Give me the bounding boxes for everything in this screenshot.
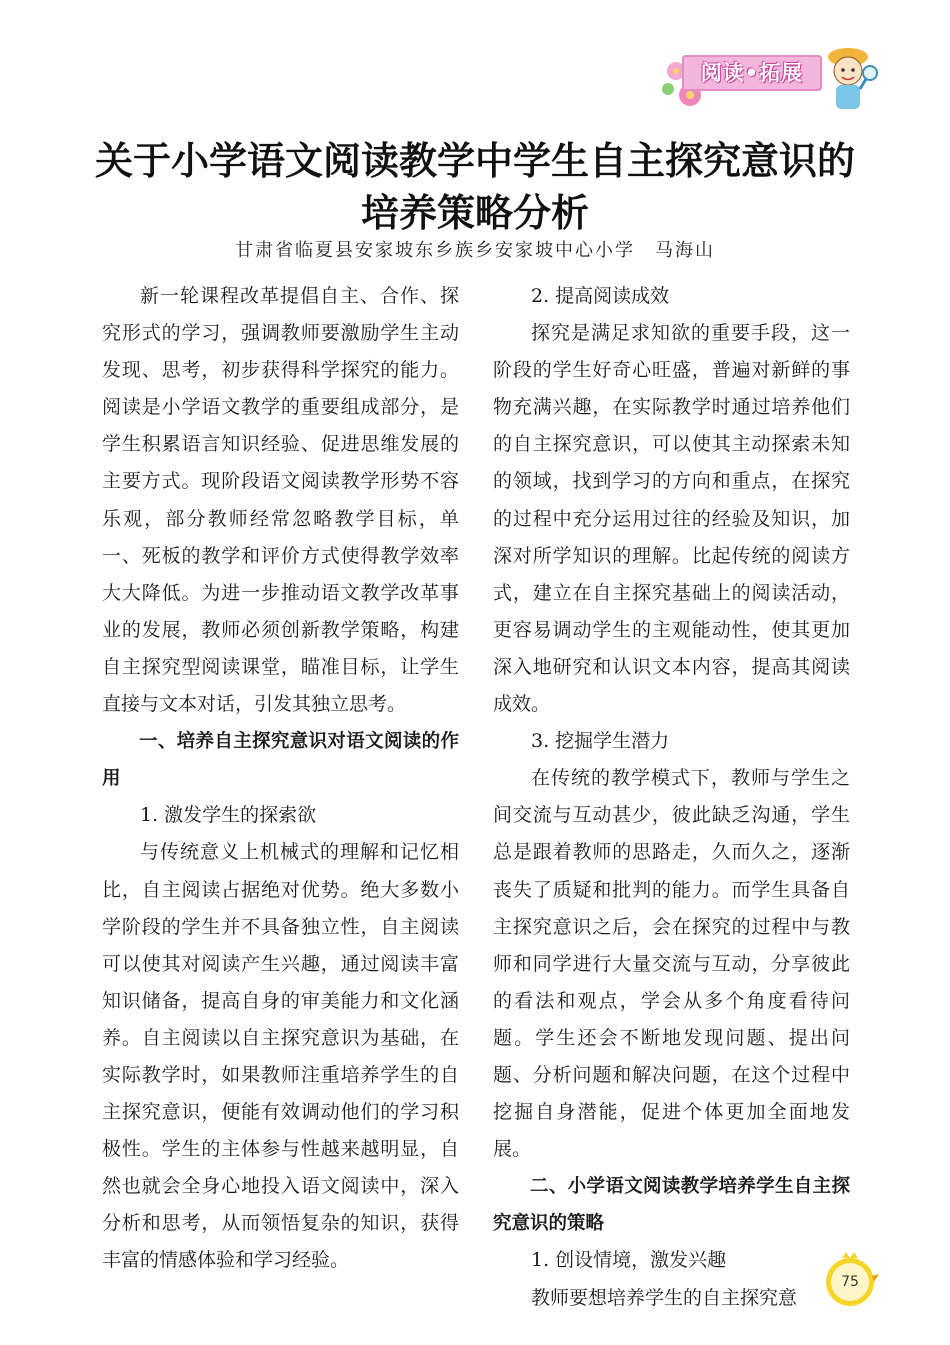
right-column — [493, 278, 850, 1317]
section-heading-1: 一、培养自主探究意识对语文阅读的作用 — [102, 731, 459, 790]
subheading-3: 3. 挖掘学生潜力 — [531, 730, 670, 753]
page-number-badge — [820, 1250, 880, 1310]
author-byline: 甘肃省临夏县安家坡东乡族乡安家坡中心小学 马海山 — [235, 240, 715, 261]
badge-label: 阅读•拓展 — [700, 61, 804, 85]
child-magnifier-icon — [822, 43, 882, 123]
section-badge — [660, 45, 880, 125]
paragraph-1: 与传统意义上机械式的理解和记忆相比，自主阅读占据绝对优势。绝大多数小学阶段的学生并不具备独立性，自主阅读可以使其对阅读产生兴趣，通过阅读丰富知识储备，提高自身的审美能力和文化涵养。自主阅读以自主探究意识为基础，在实际教学时，如果教师注重培养学生的自主探究意识，便能有效调动他们的学习积极性。学生的主体参与性越来越明显，自然也就会全身心地投入语文阅读中，深入分析和思考，从而领悟复杂的知识，获得丰富的情感体验和学习经验。 — [102, 841, 459, 1272]
paragraph-2: 探究是满足求知欲的重要手段，这一阶段的学生好奇心旺盛，普遍对新鲜的事物充满兴趣，在实际教学时通过培养他们的自主探究意识，可以使其主动探索未知的领域，找到学习的方向和重点，在探究的过程中充分运用过往的经验及知识，加深对所学知识的理解。比起传统的阅读方式，建立在自主探究基础上的阅读活动，更容易调动学生的主观能动性，使其更加深入地研究和认识文本内容，提高其阅读成效。 — [493, 322, 850, 716]
article-title-line-1: 关于小学语文阅读教学中学生自主探究意识的 — [94, 139, 855, 183]
page-number: 75 — [841, 1274, 859, 1290]
section-heading-2: 二、小学语文阅读教学培养学生自主探究意识的策略 — [493, 1176, 850, 1235]
subheading-1: 1. 激发学生的探索欲 — [140, 804, 317, 827]
left-column — [102, 278, 459, 1280]
article-title-line-2: 培养策略分析 — [360, 191, 589, 235]
badge-box — [682, 55, 822, 91]
subheading-4: 1. 创设情境，激发兴趣 — [531, 1249, 727, 1272]
subheading-2: 2. 提高阅读成效 — [531, 285, 670, 307]
paragraph-4: 教师要想培养学生的自主探究意 — [531, 1286, 798, 1309]
intro-paragraph: 新一轮课程改革提倡自主、合作、探究形式的学习，强调教师要激励学生主动发现、思考，初步获得科学探究的能力。阅读是小学语文教学的重要组成部分，是学生积累语言知识经验、促进思维发展的主要方式。现阶段语文阅读教学形势不容乐观，部分教师经常忽略教学目标，单一、死板的教学和评价方式使得教学效率大大降低。为进一步推动语文教学改革事业的发展，教师必须创新教学策略，构建自主探究型阅读课堂，瞄准目标，让学生直接与文本对话，引发其独立思考。 — [102, 285, 459, 716]
paragraph-3: 在传统的教学模式下，教师与学生之间交流与互动甚少，彼此缺乏沟通，学生总是跟着教师的思路走，久而久之，逐渐丧失了质疑和批判的能力。而学生具备自主探究意识之后，会在探究的过程中与教师和同学进行大量交流与互动，分享彼此的看法和观点，学会从多个角度看待问题。学生还会不断地发现问题、提出问题、分析问题和解决问题，在这个过程中挖掘自身潜能，促进个体更加全面地发展。 — [493, 767, 850, 1161]
